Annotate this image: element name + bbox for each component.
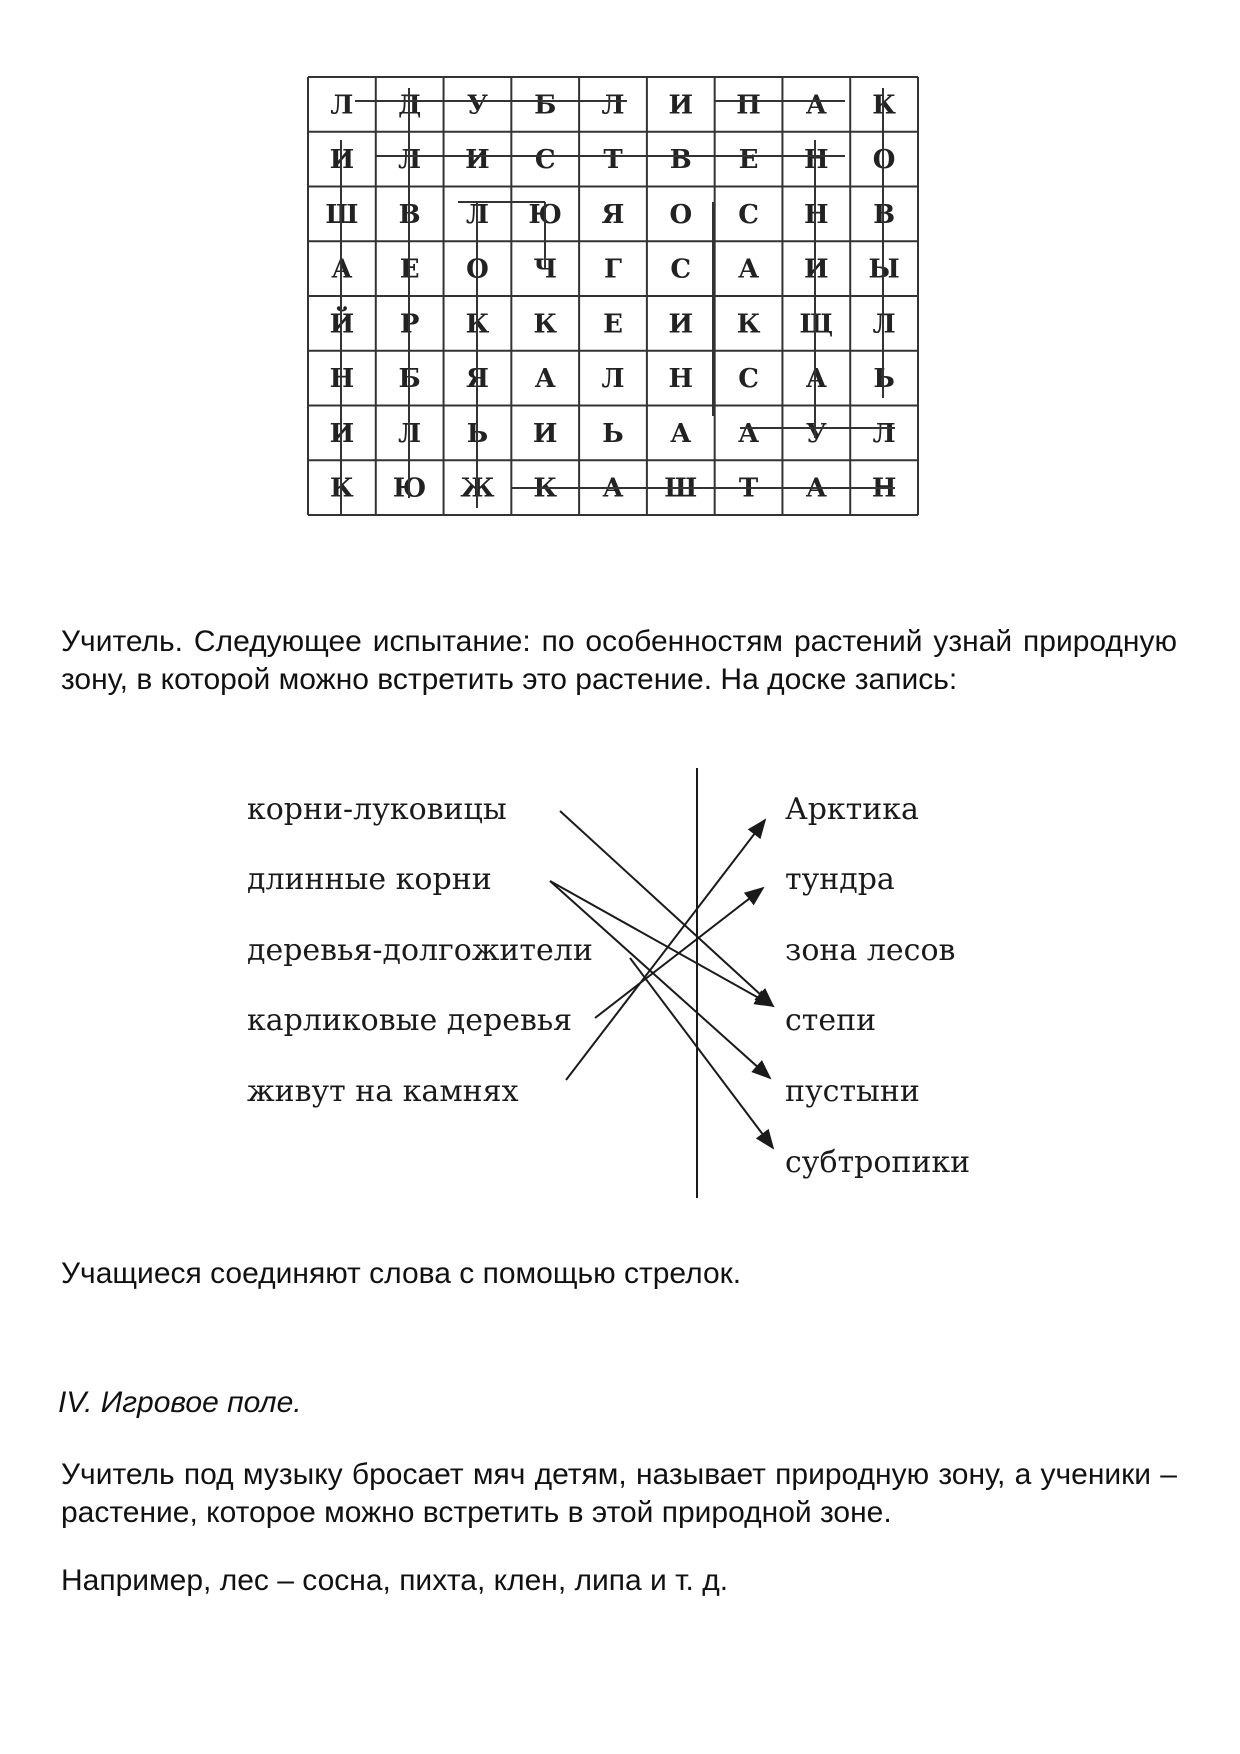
grid-cell-letter: Ш — [664, 473, 698, 504]
grid-cell-letter: К — [533, 309, 558, 340]
grid-cell-letter: Е — [603, 309, 623, 340]
grid-cell-letter: Н — [668, 364, 694, 395]
grid-cell-letter: О — [466, 254, 489, 285]
grid-cell-letter: О — [872, 145, 896, 176]
grid-cell-letter: Л — [872, 418, 896, 449]
grid-cell-letter: О — [669, 199, 693, 230]
grid-cell-letter: Т — [738, 473, 759, 504]
right-item: Арктика — [785, 792, 919, 827]
grid-cell-letter: А — [805, 364, 827, 395]
grid-cell-letter: А — [737, 418, 760, 449]
grid-cell-letter: К — [330, 473, 354, 504]
grid-cell-letter: Л — [398, 418, 422, 449]
left-item: деревья-долгожители — [247, 933, 593, 968]
right-item: степи — [785, 1003, 877, 1038]
match-arrow — [560, 811, 773, 1006]
grid-cell-letter: Ь — [466, 418, 489, 449]
right-item: субтропики — [785, 1145, 971, 1180]
instruction-paragraph: Учитель. Следующее испытание: по особенностям растений узнай природную зону, в которой можно встретить это растение. На доске запись: — [61, 625, 1177, 696]
grid-cell-letter: В — [873, 199, 896, 230]
word-search-grid — [307, 76, 919, 516]
grid-cell-letter: Л — [330, 90, 354, 121]
match-arrow — [595, 888, 763, 1018]
grid-cell-letter: Н — [804, 199, 829, 230]
grid-cell-letter: С — [738, 364, 759, 395]
grid-cell-letter: У — [805, 418, 827, 449]
game-description: Учитель под музыку бросает мяч детям, называет природную зону, а ученики – растение, которое можно встретить в этой природной зоне. — [61, 1458, 1177, 1529]
example-paragraph: Например, лес – сосна, пихта, клен, липа и т. д. — [61, 1564, 729, 1597]
grid-cell-letter: С — [738, 199, 759, 230]
grid-cell-letter: Ю — [392, 473, 427, 504]
grid-cell-letter: Ы — [868, 254, 900, 285]
left-item: живут на камнях — [247, 1074, 519, 1109]
grid-cell-letter: И — [668, 90, 694, 121]
grid-cell-letter: И — [532, 418, 558, 449]
left-item: длинные корни — [247, 862, 492, 897]
grid-cell-letter: А — [805, 90, 827, 121]
grid-cell-letter: Ю — [528, 199, 562, 230]
right-item: зона лесов — [785, 933, 956, 968]
grid-cell-letter: Н — [329, 364, 355, 395]
grid-cell-letter: Н — [871, 473, 897, 504]
grid-cell-letter: И — [804, 254, 829, 285]
grid-cell-letter: К — [533, 473, 558, 504]
match-arrow — [566, 820, 765, 1080]
match-arrow — [550, 881, 770, 1078]
grid-cell-letter: А — [737, 254, 760, 285]
grid-cell-letter: Н — [804, 145, 829, 176]
right-item: пустыни — [785, 1074, 920, 1109]
grid-cell-letter: С — [534, 145, 556, 176]
grid-cell-letter: Ш — [325, 199, 359, 230]
grid-cell-letter: Д — [398, 90, 422, 121]
grid-cell-letter: Л — [465, 199, 489, 230]
grid-cell-letter: И — [465, 145, 490, 176]
grid-cell-letter: К — [872, 90, 896, 121]
grid-cell-letter: И — [329, 418, 355, 449]
grid-cell-letter: У — [466, 90, 488, 121]
grid-cell-letter: В — [669, 145, 692, 176]
left-item: карликовые деревья — [247, 1003, 573, 1038]
left-item: корни-луковицы — [247, 792, 507, 827]
section-heading: IV. Игровое поле. — [58, 1386, 302, 1419]
grid-cell-letter: Р — [399, 309, 420, 340]
grid-cell-letter: А — [602, 473, 624, 504]
grid-cell-letter: В — [398, 199, 421, 230]
grid-cell-letter: К — [465, 309, 490, 340]
grid-cell-letter: Ь — [873, 364, 895, 395]
grid-cell-letter: К — [736, 309, 761, 340]
grid-cell-letter: Ь — [602, 418, 624, 449]
grid-cell-letter: Л — [601, 90, 625, 121]
students-note: Учащиеся соединяют слова с помощью стрелок. — [61, 1257, 742, 1290]
grid-cell-letter: А — [534, 364, 556, 395]
grid-cell-letter: Й — [329, 309, 355, 340]
grid-cell-letter: Е — [399, 254, 420, 285]
matching-diagram — [240, 768, 1000, 1208]
grid-cell-letter: А — [805, 473, 827, 504]
grid-cell-letter: Щ — [799, 309, 834, 340]
grid-cell-letter: Т — [603, 145, 623, 176]
grid-cell-letter: А — [331, 254, 353, 285]
grid-cell-letter: Е — [738, 145, 759, 176]
grid-cell-letter: Ж — [460, 473, 495, 504]
grid-cell-letter: А — [670, 418, 692, 449]
grid-cell-letter: Л — [872, 309, 896, 340]
grid-cell-letter: Л — [398, 145, 422, 176]
grid-cell-letter: Ч — [533, 254, 558, 285]
grid-cell-letter: Б — [534, 90, 557, 121]
grid-cell-letter: Б — [398, 364, 421, 395]
grid-cell-letter: Я — [601, 199, 625, 230]
grid-cell-letter: И — [329, 145, 355, 176]
grid-cell-letter: Я — [465, 364, 489, 395]
grid-cell-letter: И — [668, 309, 694, 340]
right-item: тундра — [785, 862, 895, 897]
grid-cell-letter: Л — [601, 364, 625, 395]
grid-cell-letter: П — [736, 90, 761, 121]
grid-cell-letter: Г — [604, 254, 622, 285]
grid-cell-letter: С — [670, 254, 692, 285]
